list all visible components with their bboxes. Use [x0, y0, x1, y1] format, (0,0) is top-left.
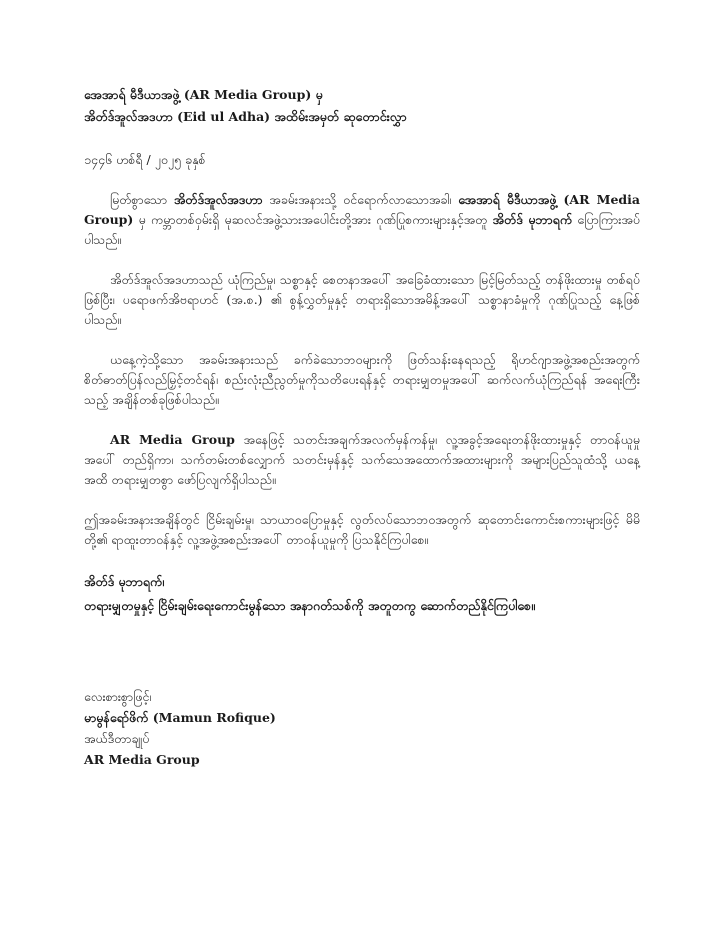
signature-name: မာမွန်ရော်ဖိက် (Mamun Rofique) [84, 710, 276, 725]
p1-text-1: မြတ်စွာသော [110, 192, 174, 207]
signature-organization: AR Media Group [84, 752, 200, 767]
paragraph-community: ယနေ့ကဲ့သို့သော အခမ်းအနားသည် ခက်ခဲသောဘဝများကို ဖြတ်သန်းနေရသည့် ရိုဟင်ဂျာအဖွဲ့အစည်းအတွက် စိတ်ဓာတ်ပြန်လည်မြှင့်တင်ရန်၊ စည်းလုံးညီညွတ်မှုကိုသတိပေးရန်နှင့် တရားမျှတမှုအပေါ် ဆက်လက်ယုံကြည်ရန် အရေးကြီးသည့် အချိန်တစ်ခုဖြစ်ပါသည်။ [84, 352, 640, 407]
p1-text-2: အခမ်းအနားသို့ ဝင်ရောက်လာသောအခါ၊ [262, 192, 459, 207]
p1-org-name: အေအာရ် မီဒီယာအဖွဲ့ (AR Media Group) [84, 192, 640, 227]
p1-eid-name: အိတ်ဒ်အူလ်အဒဟာ [173, 192, 263, 207]
paragraph-greeting [84, 190, 640, 250]
signature-block [84, 686, 484, 770]
letter-heading-subject: အိတ်ဒ်အူလ်အဒဟာ (Eid ul Adha) အထိမ်းအမှတ် ဆုတောင်းလွှာ [84, 109, 407, 124]
closing-eid-mubarak: အိတ်ဒ် မုဘာရက်၊ [84, 574, 165, 589]
p4-text: အနေဖြင့် သတင်းအချက်အလက်မှန်ကန်မှု၊ လူ့အခွင့်အရေးတန်ဖိုးထားမှုနှင့် တာဝန်ယူမှုအပေါ် တည်ရှိကာ၊ သက်တမ်းတစ်လျှောက် သတင်းမှန်နှင့် သက်သေအထောက်အထားများကို အများပြည်သူထံသို့ ယနေ့အထိ တရားမျှတစွာ ဖော်ပြလျက်ရှိပါသည်။ [84, 432, 640, 487]
p4-org-name: AR Media Group [110, 432, 235, 447]
paragraph-prayer: ဤအခမ်းအနားအချိန်တွင် ငြိမ်းချမ်းမှု၊ သာယာဝပြောမှုနှင့် လွတ်လပ်သောဘဝအတွက် ဆုတောင်းကောင်းစကားများဖြင့် မိမိတို့၏ ရာထူးတာဝန်နှင့် လူ့အဖွဲ့အစည်းအပေါ် တာဝန်ယူမှုကို ပြသနိုင်ကြပါစေ။ [84, 512, 640, 547]
paragraph-commitment [84, 430, 640, 490]
closing-block [84, 570, 640, 618]
signature-salutation: လေးစားစွာဖြင့်၊ [84, 689, 152, 704]
p1-eid-mubarak: အိတ်ဒ် မုဘာရက် [492, 212, 573, 227]
signature-title: အယ်ဒီတာချုပ် [84, 731, 150, 746]
closing-wish: တရားမျှတမှုနှင့် ငြိမ်းချမ်းရေးကောင်းမွန်သော အနာဂတ်သစ်ကို အတူတကွ ဆောက်တည်နိုင်ကြပါစေ။ [84, 598, 536, 613]
paragraph-meaning: အိတ်ဒ်အူလ်အဒဟာသည် ယုံကြည်မှု၊ သစ္စာနှင့် စေတနာအပေါ် အခြေခံထားသော မြင့်မြတ်သည့် တန်ဖိုးထားမှု တစ်ရပ် ဖြစ်ပြီး၊ ပရောဖက်အိဗရာဟင် (အ.စ.) ၏ စွန့်လွှတ်မှုနှင့် တရားရှိသောအမိန့်အပေါ် သစ္စာနာခံမှုကို ဂုဏ်ပြုသည့် နေ့ဖြစ် ပါသည်။ [84, 272, 640, 327]
letter-date: ၁၄၄၆ ဟစ်ရီ / ၂၀၂၅ ခုနှစ် [84, 152, 206, 167]
letter-body [84, 84, 640, 618]
letter-heading-from: အေအာရ် မီဒီယာအဖွဲ့ (AR Media Group) မှ [84, 87, 323, 102]
p1-text-3: မှ ကမ္ဘာတစ်ဝှမ်းရှိ မုဆလင်အဖွဲ့သားအပေါင်းတို့အား ဂုဏ်ပြုစကားများနှင့်အတူ [133, 212, 493, 227]
p1-text-4: ပြောကြားအပ်ပါသည်။ [84, 212, 640, 247]
